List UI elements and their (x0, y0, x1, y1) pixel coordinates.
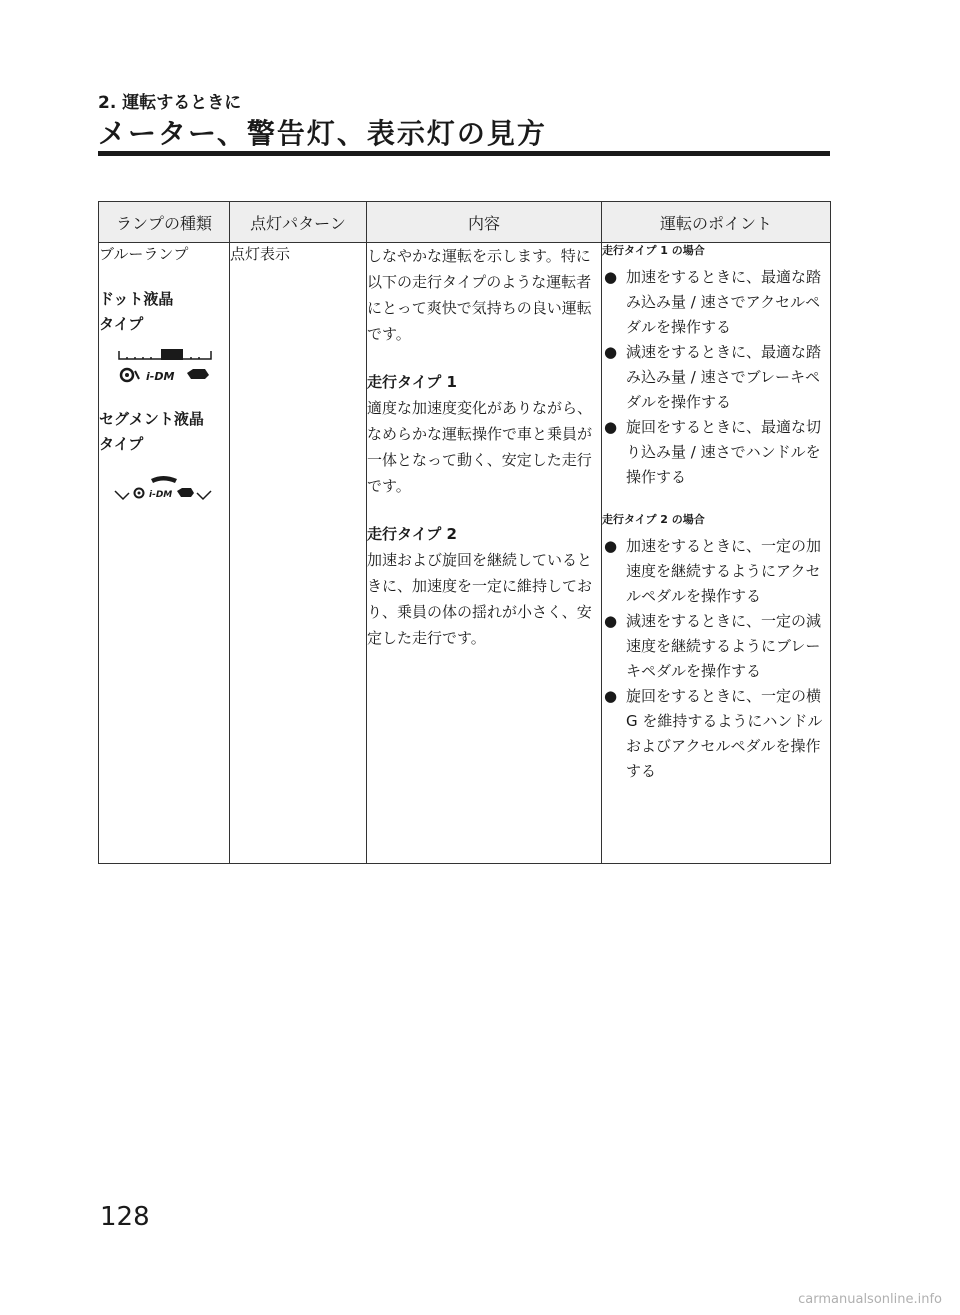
dot-type-label: ドット液晶 タイプ (99, 290, 174, 333)
points-type2-heading: 走行タイプ 2 の場合 (602, 513, 705, 526)
points-type1-list (602, 265, 830, 490)
title-rule (98, 151, 830, 156)
column-header-points: 運転のポイント (602, 202, 831, 243)
list-item: ● 加速をするときに、一定の加速度を継続するようにアクセルペダルを操作する (602, 534, 830, 609)
column-header-pattern: 点灯パターン (230, 202, 367, 243)
bullet-icon: ● (604, 537, 618, 555)
list-item: ● 減速をするときに、一定の減速度を継続するようにブレーキペダルを操作する (602, 609, 830, 684)
content-type2-text: 加速および旋回を継続しているときに、加速度を一定に維持しており、乗員の体の揺れが小さく、安定した走行です。 (367, 551, 593, 647)
i-dm-label: i-DM (149, 490, 173, 500)
bullet-icon: ● (604, 343, 618, 361)
segment-lcd-indicator-icon (111, 469, 229, 507)
page-number: 128 (100, 1202, 150, 1232)
footer-watermark: carmanualsonline.info (798, 1292, 942, 1307)
lamp-name: ブルーランプ (99, 245, 189, 263)
content-type2-heading: 走行タイプ 2 (367, 525, 457, 543)
lamp-table (98, 201, 831, 864)
i-dm-label: i-DM (146, 370, 175, 383)
list-item: ● 旋回をするときに、最適な切り込み量 / 速さでハンドルを操作する (602, 415, 830, 490)
points-cell (602, 243, 831, 864)
points-type1-heading: 走行タイプ 1 の場合 (602, 244, 705, 257)
content-cell (367, 243, 602, 864)
points-type2-list (602, 534, 830, 784)
lamp-cell (99, 243, 230, 864)
page-title: メーター、警告灯、表示灯の見方 (98, 117, 547, 150)
column-header-content: 内容 (367, 202, 602, 243)
content-type1-heading: 走行タイプ 1 (367, 373, 457, 391)
content-intro: しなやかな運転を示します。特に以下の走行タイプのような運転者にとって爽快で気持ちの良い運転です。 (367, 247, 592, 343)
bullet-icon: ● (604, 418, 618, 436)
bullet-icon: ● (604, 612, 618, 630)
bullet-icon: ● (604, 687, 618, 705)
list-item: ● 減速をするときに、最適な踏み込み量 / 速さでブレーキペダルを操作する (602, 340, 830, 415)
table-row (99, 243, 831, 864)
section-heading: 2. 運転するときに (98, 93, 242, 113)
pattern-cell: 点灯表示 (230, 243, 367, 864)
list-item: ● 旋回をするときに、一定の横 G を維持するようにハンドルおよびアクセルペダルを操作する (602, 684, 830, 784)
column-header-lamp-type: ランプの種類 (99, 202, 230, 243)
list-item: ● 加速をするときに、最適な踏み込み量 / 速さでアクセルペダルを操作する (602, 265, 830, 340)
table-header-row (99, 202, 831, 243)
segment-type-label: セグメント液晶 タイプ (99, 410, 204, 453)
bullet-icon: ● (604, 268, 618, 286)
dot-lcd-indicator-icon (113, 349, 229, 389)
content-type1-text: 適度な加速度変化がありながら、なめらかな運転操作で車と乗員が一体となって動く、安定した走行です。 (367, 399, 593, 495)
